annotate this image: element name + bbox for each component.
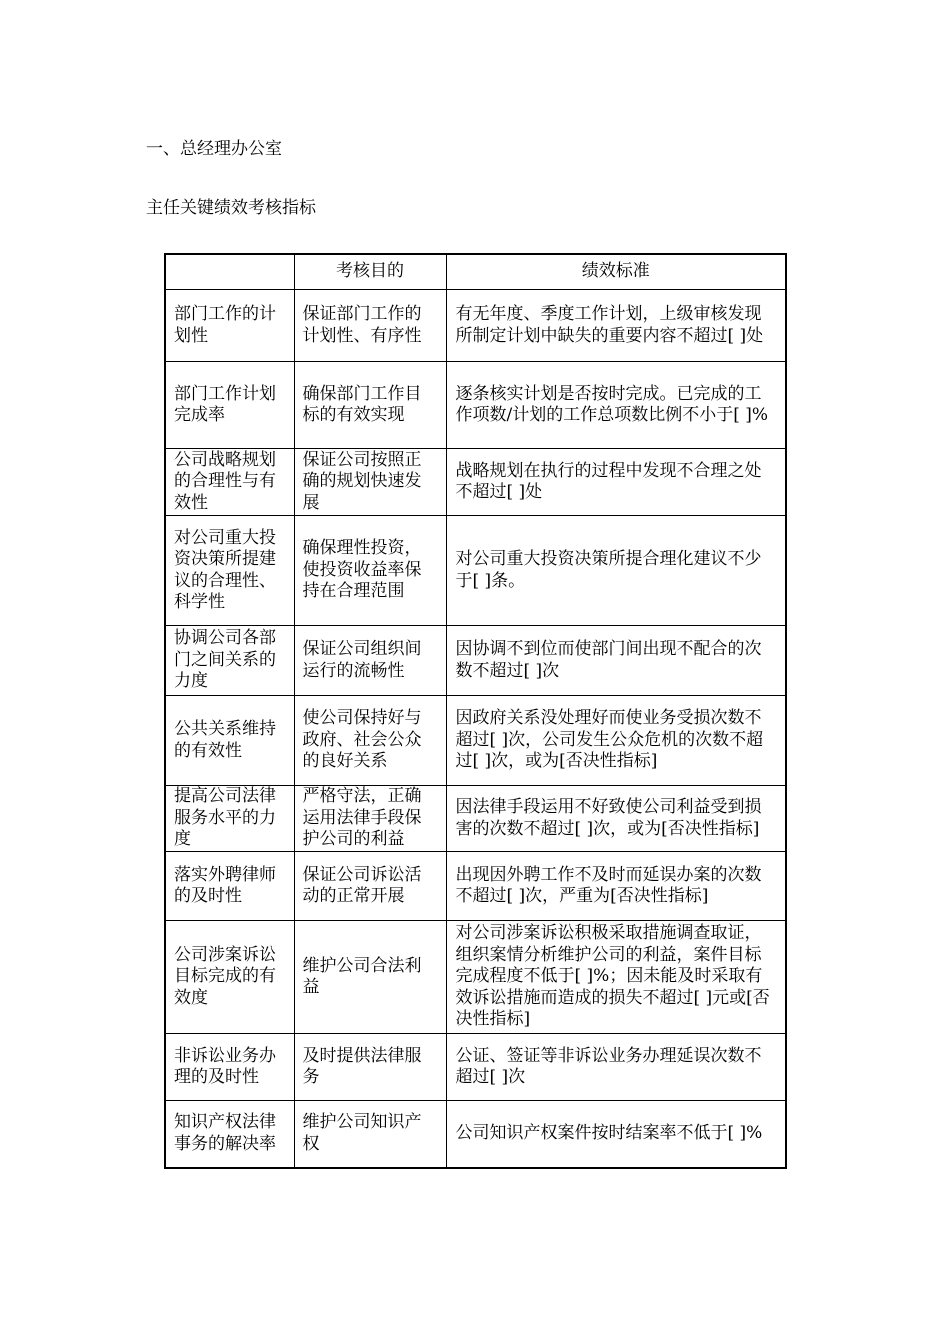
indicator-cell: 公共关系维持的有效性	[165, 696, 294, 786]
purpose-cell: 保证部门工作的计划性、有序性	[294, 290, 446, 362]
table-row	[165, 362, 786, 449]
standard-cell: 公证、签证等非诉讼业务办理延误次数不超过[ ]次	[446, 1034, 786, 1101]
indicator-cell: 对公司重大投资决策所提建议的合理性、科学性	[165, 516, 294, 626]
table-row	[165, 626, 786, 696]
table-row	[165, 1101, 786, 1168]
standard-cell: 因法律手段运用不好致使公司利益受到损害的次数不超过[ ]次，或为[否决性指标]	[446, 786, 786, 852]
table-row	[165, 449, 786, 516]
header-cell-indicator	[165, 254, 294, 290]
standard-cell: 对公司重大投资决策所提合理化建议不少于[ ]条。	[446, 516, 786, 626]
indicator-cell: 公司涉案诉讼目标完成的有效度	[165, 921, 294, 1034]
purpose-cell: 维护公司合法利益	[294, 921, 446, 1034]
indicator-cell: 公司战略规划的合理性与有效性	[165, 449, 294, 516]
table-row	[165, 1034, 786, 1101]
purpose-cell: 保证公司按照正确的规划快速发展	[294, 449, 446, 516]
purpose-cell: 确保部门工作目标的有效实现	[294, 362, 446, 449]
table-row	[165, 290, 786, 362]
standard-cell: 逐条核实计划是否按时完成。已完成的工作项数/计划的工作总项数比例不小于[ ]%	[446, 362, 786, 449]
purpose-cell: 及时提供法律服务	[294, 1034, 446, 1101]
section-title: 一、总经理办公室	[146, 139, 282, 159]
standard-cell: 因协调不到位而使部门间出现不配合的次数不超过[ ]次	[446, 626, 786, 696]
standard-cell: 对公司涉案诉讼积极采取措施调查取证，组织案情分析维护公司的利益，案件目标完成程度不低于[ ]%；因未能及时采取有效诉讼措施而造成的损失不超过[ ]元或[否决性指标]	[446, 921, 786, 1034]
indicator-cell: 提高公司法律服务水平的力度	[165, 786, 294, 852]
table-caption: 主任关键绩效考核指标	[146, 198, 316, 218]
header-cell-standard: 绩效标准	[446, 254, 786, 290]
purpose-cell: 严格守法，正确运用法律手段保护公司的利益	[294, 786, 446, 852]
standard-cell: 因政府关系没处理好而使业务受损次数不超过[ ]次，公司发生公众危机的次数不超过[ ]次，或为[否决性指标]	[446, 696, 786, 786]
indicator-cell: 部门工作的计划性	[165, 290, 294, 362]
indicator-cell: 非诉讼业务办理的及时性	[165, 1034, 294, 1101]
indicator-cell: 知识产权法律事务的解决率	[165, 1101, 294, 1168]
table-row	[165, 921, 786, 1034]
table-row	[165, 852, 786, 921]
table-header-row	[165, 254, 786, 290]
purpose-cell: 保证公司诉讼活动的正常开展	[294, 852, 446, 921]
indicator-cell: 部门工作计划完成率	[165, 362, 294, 449]
table-row	[165, 516, 786, 626]
indicator-cell: 协调公司各部门之间关系的力度	[165, 626, 294, 696]
standard-cell: 战略规划在执行的过程中发现不合理之处不超过[ ]处	[446, 449, 786, 516]
standard-cell: 公司知识产权案件按时结案率不低于[ ]%	[446, 1101, 786, 1168]
purpose-cell: 维护公司知识产权	[294, 1101, 446, 1168]
purpose-cell: 使公司保持好与政府、社会公众的良好关系	[294, 696, 446, 786]
header-cell-purpose: 考核目的	[294, 254, 446, 290]
purpose-cell: 保证公司组织间运行的流畅性	[294, 626, 446, 696]
purpose-cell: 确保理性投资，使投资收益率保持在合理范围	[294, 516, 446, 626]
kpi-table	[164, 253, 787, 1169]
indicator-cell: 落实外聘律师的及时性	[165, 852, 294, 921]
standard-cell: 有无年度、季度工作计划，上级审核发现所制定计划中缺失的重要内容不超过[ ]处	[446, 290, 786, 362]
table-row	[165, 786, 786, 852]
table-row	[165, 696, 786, 786]
standard-cell: 出现因外聘工作不及时而延误办案的次数不超过[ ]次，严重为[否决性指标]	[446, 852, 786, 921]
